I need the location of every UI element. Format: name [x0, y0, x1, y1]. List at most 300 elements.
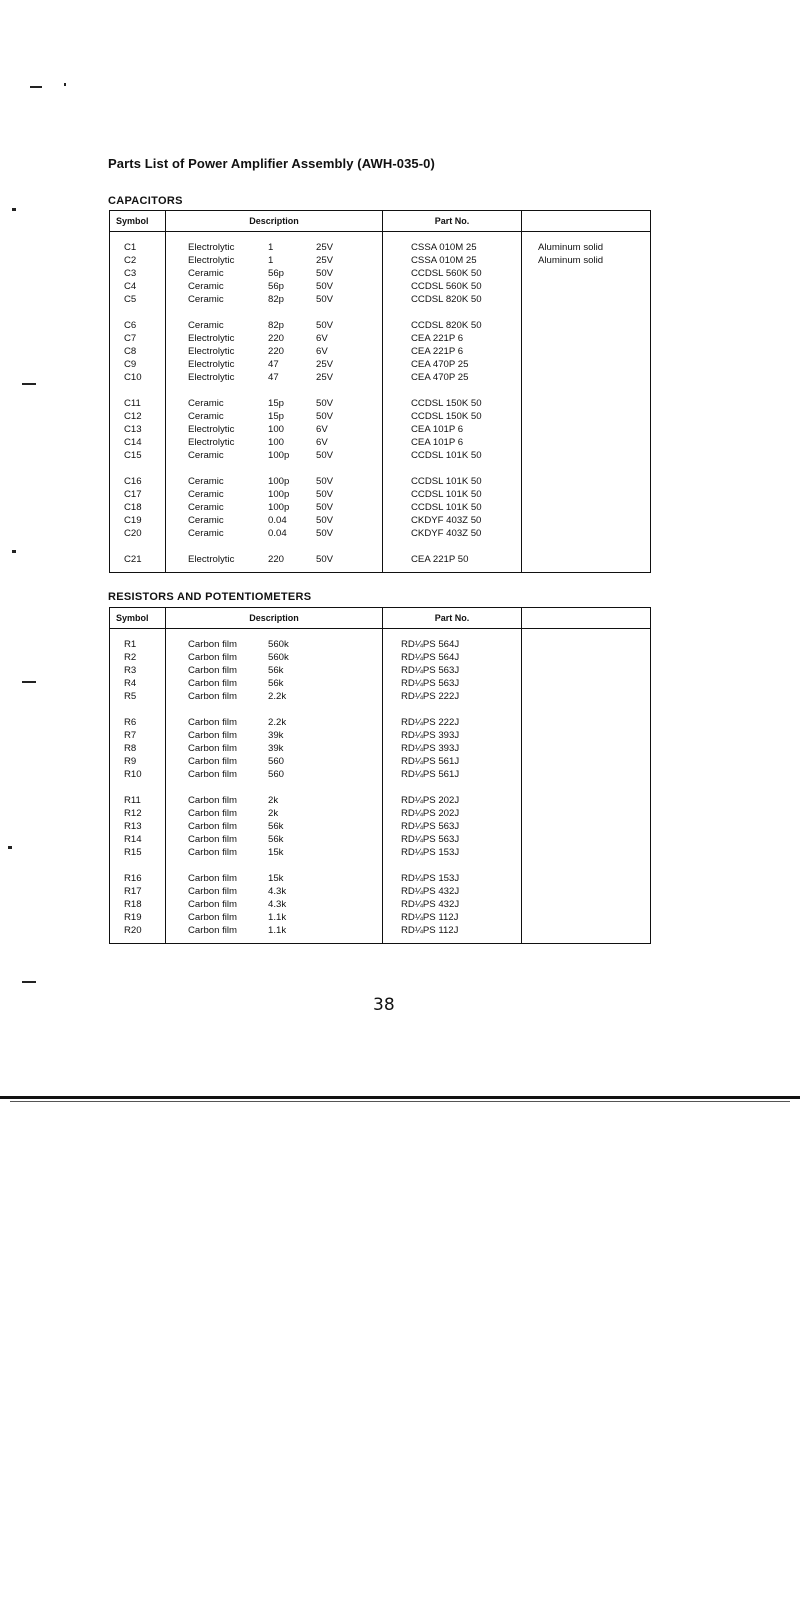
table-row — [110, 833, 651, 846]
table-row — [110, 664, 651, 677]
note-cell — [522, 729, 651, 742]
table-row — [110, 475, 651, 488]
note-cell — [522, 527, 651, 540]
note-cell — [522, 885, 651, 898]
component-type: Carbon film — [188, 808, 238, 819]
symbol-cell: R5 — [110, 690, 166, 703]
part-number-cell: RD¼PS 153J — [383, 872, 522, 885]
symbol-cell: C4 — [110, 280, 166, 293]
table-row — [110, 651, 651, 664]
component-type: Carbon film — [188, 730, 238, 741]
table-row — [110, 846, 651, 859]
symbol-cell: R13 — [110, 820, 166, 833]
scan-mark — [12, 550, 16, 553]
empty-cell — [522, 781, 651, 794]
empty-cell — [110, 781, 166, 794]
note-cell — [522, 638, 651, 651]
empty-cell — [110, 462, 166, 475]
component-voltage: 50V — [316, 398, 334, 409]
component-value: 47 — [268, 359, 279, 370]
empty-cell — [110, 629, 166, 639]
spacer-row — [110, 781, 651, 794]
spacer-row — [110, 937, 651, 944]
note-cell — [522, 872, 651, 885]
component-voltage: 50V — [316, 294, 334, 305]
part-number-cell: RD¼PS 112J — [383, 924, 522, 937]
note-cell — [522, 501, 651, 514]
component-type: Carbon film — [188, 847, 238, 858]
component-voltage: 50V — [316, 450, 334, 461]
component-type: Carbon film — [188, 691, 238, 702]
empty-cell — [522, 384, 651, 397]
description-cell — [166, 280, 383, 293]
empty-cell — [166, 703, 383, 716]
symbol-cell: R10 — [110, 768, 166, 781]
component-voltage: 50V — [316, 268, 334, 279]
component-voltage: 50V — [316, 281, 334, 292]
scan-mark — [8, 846, 12, 849]
description-cell — [166, 449, 383, 462]
empty-cell — [383, 540, 522, 553]
symbol-cell: R6 — [110, 716, 166, 729]
component-type: Carbon film — [188, 899, 238, 910]
component-voltage: 6V — [316, 437, 328, 448]
description-cell — [166, 664, 383, 677]
column-header-note — [522, 211, 651, 232]
component-voltage: 25V — [316, 242, 334, 253]
scan-mark — [22, 681, 36, 683]
table-row — [110, 488, 651, 501]
table-row — [110, 436, 651, 449]
symbol-cell: C1 — [110, 241, 166, 254]
table-row — [110, 755, 651, 768]
spacer-row — [110, 462, 651, 475]
column-header-symbol: Symbol — [110, 608, 166, 629]
note-cell — [522, 449, 651, 462]
symbol-cell: C18 — [110, 501, 166, 514]
scan-mark — [30, 86, 42, 88]
part-number-cell: RD¼PS 564J — [383, 638, 522, 651]
symbol-cell: C16 — [110, 475, 166, 488]
component-value: 56k — [268, 834, 284, 845]
table-row — [110, 319, 651, 332]
description-cell — [166, 677, 383, 690]
symbol-cell: R16 — [110, 872, 166, 885]
spacer-row — [110, 566, 651, 573]
description-cell — [166, 293, 383, 306]
description-cell — [166, 319, 383, 332]
component-value: 560k — [268, 652, 289, 663]
symbol-cell: R20 — [110, 924, 166, 937]
component-type: Carbon film — [188, 912, 238, 923]
component-voltage: 50V — [316, 528, 334, 539]
note-cell — [522, 358, 651, 371]
component-type: Ceramic — [188, 450, 224, 461]
description-cell — [166, 794, 383, 807]
description-cell — [166, 768, 383, 781]
table-row — [110, 690, 651, 703]
table-row — [110, 872, 651, 885]
symbol-cell: C12 — [110, 410, 166, 423]
description-cell — [166, 638, 383, 651]
empty-cell — [166, 540, 383, 553]
resistors-heading: RESISTORS AND POTENTIOMETERS — [108, 591, 312, 603]
description-cell — [166, 436, 383, 449]
note-cell — [522, 651, 651, 664]
description-cell — [166, 358, 383, 371]
empty-cell — [110, 859, 166, 872]
component-type: Ceramic — [188, 294, 224, 305]
description-cell — [166, 501, 383, 514]
note-cell — [522, 820, 651, 833]
description-cell — [166, 241, 383, 254]
component-value: 15p — [268, 398, 285, 409]
part-number-cell: RD¼PS 563J — [383, 833, 522, 846]
component-voltage: 50V — [316, 515, 334, 526]
empty-cell — [522, 629, 651, 639]
part-number-cell: RD¼PS 393J — [383, 742, 522, 755]
description-cell — [166, 898, 383, 911]
note-cell — [522, 768, 651, 781]
symbol-cell: R9 — [110, 755, 166, 768]
part-number-cell: CKDYF 403Z 50 — [383, 514, 522, 527]
component-type: Ceramic — [188, 489, 224, 500]
empty-cell — [166, 781, 383, 794]
component-type: Carbon film — [188, 886, 238, 897]
spacer-row — [110, 306, 651, 319]
table-row — [110, 280, 651, 293]
part-number-cell: CSSA 010M 25 — [383, 241, 522, 254]
note-cell — [522, 488, 651, 501]
note-cell — [522, 371, 651, 384]
part-number-cell: CCDSL 101K 50 — [383, 501, 522, 514]
table-row — [110, 885, 651, 898]
component-value: 47 — [268, 372, 279, 383]
empty-cell — [110, 384, 166, 397]
component-value: 56p — [268, 281, 285, 292]
empty-cell — [166, 566, 383, 573]
empty-cell — [522, 462, 651, 475]
component-type: Carbon film — [188, 756, 238, 767]
description-cell — [166, 410, 383, 423]
empty-cell — [522, 566, 651, 573]
symbol-cell: C20 — [110, 527, 166, 540]
scan-mark — [64, 83, 66, 86]
symbol-cell: R12 — [110, 807, 166, 820]
note-cell — [522, 332, 651, 345]
component-type: Ceramic — [188, 515, 224, 526]
component-value: 15p — [268, 411, 285, 422]
part-number-cell: RD¼PS 563J — [383, 820, 522, 833]
table-row — [110, 358, 651, 371]
spacer-row — [110, 384, 651, 397]
note-cell — [522, 514, 651, 527]
table-row — [110, 807, 651, 820]
component-value: 100p — [268, 450, 290, 461]
description-cell — [166, 527, 383, 540]
component-type: Ceramic — [188, 320, 224, 331]
table-row — [110, 527, 651, 540]
empty-cell — [166, 306, 383, 319]
column-header-note — [522, 608, 651, 629]
table-row — [110, 794, 651, 807]
component-type: Electrolytic — [188, 242, 235, 253]
component-value: 560k — [268, 639, 289, 650]
description-cell — [166, 488, 383, 501]
description-cell — [166, 371, 383, 384]
symbol-cell: C21 — [110, 553, 166, 566]
symbol-cell: R1 — [110, 638, 166, 651]
column-header-description: Description — [166, 608, 383, 629]
empty-cell — [110, 937, 166, 944]
component-value: 0.04 — [268, 528, 287, 539]
component-value: 100p — [268, 489, 290, 500]
column-header-part-no: Part No. — [383, 211, 522, 232]
note-cell: Aluminum solid — [522, 254, 651, 267]
part-number-cell: RD¼PS 561J — [383, 755, 522, 768]
component-value: 2.2k — [268, 717, 287, 728]
table-row — [110, 423, 651, 436]
component-value: 56k — [268, 821, 284, 832]
part-number-cell: CEA 221P 6 — [383, 332, 522, 345]
page-title: Parts List of Power Amplifier Assembly (AWH-035-0) — [108, 156, 435, 171]
table-row — [110, 820, 651, 833]
description-cell — [166, 690, 383, 703]
part-number-cell: CEA 221P 50 — [383, 553, 522, 566]
empty-cell — [166, 232, 383, 242]
symbol-cell: C17 — [110, 488, 166, 501]
part-number-cell: RD¼PS 561J — [383, 768, 522, 781]
note-cell — [522, 690, 651, 703]
capacitors-table-body — [110, 232, 651, 573]
empty-cell — [166, 859, 383, 872]
part-number-cell: CCDSL 101K 50 — [383, 475, 522, 488]
empty-cell — [522, 859, 651, 872]
component-value: 56k — [268, 678, 284, 689]
symbol-cell: R18 — [110, 898, 166, 911]
note-cell — [522, 280, 651, 293]
note-cell — [522, 833, 651, 846]
component-type: Carbon film — [188, 925, 238, 936]
component-value: 4.3k — [268, 899, 287, 910]
table-row — [110, 254, 651, 267]
note-cell — [522, 924, 651, 937]
component-value: 4.3k — [268, 886, 287, 897]
part-number-cell: RD¼PS 563J — [383, 664, 522, 677]
empty-cell — [166, 462, 383, 475]
description-cell — [166, 872, 383, 885]
component-value: 39k — [268, 730, 284, 741]
component-value: 2k — [268, 795, 279, 806]
description-cell — [166, 475, 383, 488]
description-cell — [166, 345, 383, 358]
part-number-cell: CCDSL 101K 50 — [383, 488, 522, 501]
empty-cell — [383, 937, 522, 944]
empty-cell — [383, 566, 522, 573]
component-type: Carbon film — [188, 717, 238, 728]
note-cell — [522, 755, 651, 768]
component-value: 39k — [268, 743, 284, 754]
empty-cell — [383, 232, 522, 242]
column-header-description: Description — [166, 211, 383, 232]
description-cell — [166, 651, 383, 664]
component-value: 100p — [268, 502, 290, 513]
symbol-cell: C19 — [110, 514, 166, 527]
empty-cell — [383, 629, 522, 639]
description-cell — [166, 846, 383, 859]
symbol-cell: C8 — [110, 345, 166, 358]
component-voltage: 50V — [316, 502, 334, 513]
description-cell — [166, 924, 383, 937]
component-type: Carbon film — [188, 665, 238, 676]
part-number-cell: CEA 221P 6 — [383, 345, 522, 358]
empty-cell — [522, 232, 651, 242]
symbol-cell: R15 — [110, 846, 166, 859]
part-number-cell: RD¼PS 432J — [383, 885, 522, 898]
spacer-row — [110, 540, 651, 553]
description-cell — [166, 885, 383, 898]
table-row — [110, 911, 651, 924]
component-value: 560 — [268, 756, 285, 767]
spacer-row — [110, 703, 651, 716]
description-cell — [166, 911, 383, 924]
note-cell — [522, 742, 651, 755]
component-type: Ceramic — [188, 502, 224, 513]
table-row — [110, 742, 651, 755]
empty-cell — [383, 384, 522, 397]
description-cell — [166, 514, 383, 527]
part-number-cell: RD¼PS 202J — [383, 794, 522, 807]
spacer-row — [110, 859, 651, 872]
component-type: Carbon film — [188, 652, 238, 663]
table-row — [110, 638, 651, 651]
empty-cell — [110, 703, 166, 716]
component-value: 560 — [268, 769, 285, 780]
symbol-cell: C2 — [110, 254, 166, 267]
note-cell — [522, 664, 651, 677]
note-cell: Aluminum solid — [522, 241, 651, 254]
component-value: 220 — [268, 346, 285, 357]
empty-cell — [383, 781, 522, 794]
symbol-cell: R8 — [110, 742, 166, 755]
note-cell — [522, 807, 651, 820]
component-value: 2.2k — [268, 691, 287, 702]
component-type: Ceramic — [188, 476, 224, 487]
table-row — [110, 397, 651, 410]
component-type: Carbon film — [188, 873, 238, 884]
note-cell — [522, 716, 651, 729]
table-row — [110, 514, 651, 527]
column-header-part-no: Part No. — [383, 608, 522, 629]
empty-cell — [522, 306, 651, 319]
component-value: 82p — [268, 320, 285, 331]
component-type: Ceramic — [188, 398, 224, 409]
part-number-cell: CCDSL 150K 50 — [383, 410, 522, 423]
symbol-cell: R2 — [110, 651, 166, 664]
component-type: Electrolytic — [188, 437, 235, 448]
empty-cell — [383, 462, 522, 475]
description-cell — [166, 755, 383, 768]
component-voltage: 25V — [316, 372, 334, 383]
part-number-cell: CCDSL 560K 50 — [383, 280, 522, 293]
part-number-cell: RD¼PS 112J — [383, 911, 522, 924]
component-value: 15k — [268, 873, 284, 884]
table-row — [110, 768, 651, 781]
description-cell — [166, 742, 383, 755]
table-header-row — [110, 211, 651, 232]
part-number-cell: CKDYF 403Z 50 — [383, 527, 522, 540]
empty-cell — [522, 703, 651, 716]
symbol-cell: C3 — [110, 267, 166, 280]
empty-cell — [166, 384, 383, 397]
symbol-cell: R19 — [110, 911, 166, 924]
table-row — [110, 553, 651, 566]
symbol-cell: C13 — [110, 423, 166, 436]
note-cell — [522, 846, 651, 859]
part-number-cell: CEA 470P 25 — [383, 371, 522, 384]
part-number-cell: RD¼PS 153J — [383, 846, 522, 859]
note-cell — [522, 475, 651, 488]
part-number-cell: CSSA 010M 25 — [383, 254, 522, 267]
component-value: 0.04 — [268, 515, 287, 526]
scan-mark — [22, 981, 36, 983]
description-cell — [166, 729, 383, 742]
scan-mark — [22, 383, 36, 385]
component-value: 1.1k — [268, 925, 287, 936]
description-cell — [166, 332, 383, 345]
spacer-row — [110, 232, 651, 242]
note-cell — [522, 397, 651, 410]
symbol-cell: C11 — [110, 397, 166, 410]
symbol-cell: R7 — [110, 729, 166, 742]
component-value: 220 — [268, 333, 285, 344]
symbol-cell: C6 — [110, 319, 166, 332]
component-voltage: 50V — [316, 411, 334, 422]
empty-cell — [383, 859, 522, 872]
part-number-cell: RD¼PS 563J — [383, 677, 522, 690]
part-number-cell: CCDSL 560K 50 — [383, 267, 522, 280]
component-value: 220 — [268, 554, 285, 565]
component-value: 1.1k — [268, 912, 287, 923]
component-type: Carbon film — [188, 769, 238, 780]
page-bottom-rule — [0, 1096, 800, 1099]
description-cell — [166, 833, 383, 846]
symbol-cell: C14 — [110, 436, 166, 449]
part-number-cell: CEA 470P 25 — [383, 358, 522, 371]
component-type: Carbon film — [188, 678, 238, 689]
table-row — [110, 716, 651, 729]
component-voltage: 6V — [316, 424, 328, 435]
note-cell — [522, 677, 651, 690]
component-voltage: 25V — [316, 359, 334, 370]
part-number-cell: RD¼PS 222J — [383, 690, 522, 703]
part-number-cell: RD¼PS 564J — [383, 651, 522, 664]
part-number-cell: CCDSL 150K 50 — [383, 397, 522, 410]
capacitors-heading: CAPACITORS — [108, 195, 183, 207]
component-type: Carbon film — [188, 834, 238, 845]
component-type: Electrolytic — [188, 554, 235, 565]
component-type: Carbon film — [188, 821, 238, 832]
page-bottom-rule-thin — [10, 1101, 790, 1102]
note-cell — [522, 898, 651, 911]
table-row — [110, 371, 651, 384]
table-header-row — [110, 608, 651, 629]
table-row — [110, 410, 651, 423]
empty-cell — [166, 629, 383, 639]
component-type: Carbon film — [188, 795, 238, 806]
symbol-cell: C15 — [110, 449, 166, 462]
table-row — [110, 293, 651, 306]
